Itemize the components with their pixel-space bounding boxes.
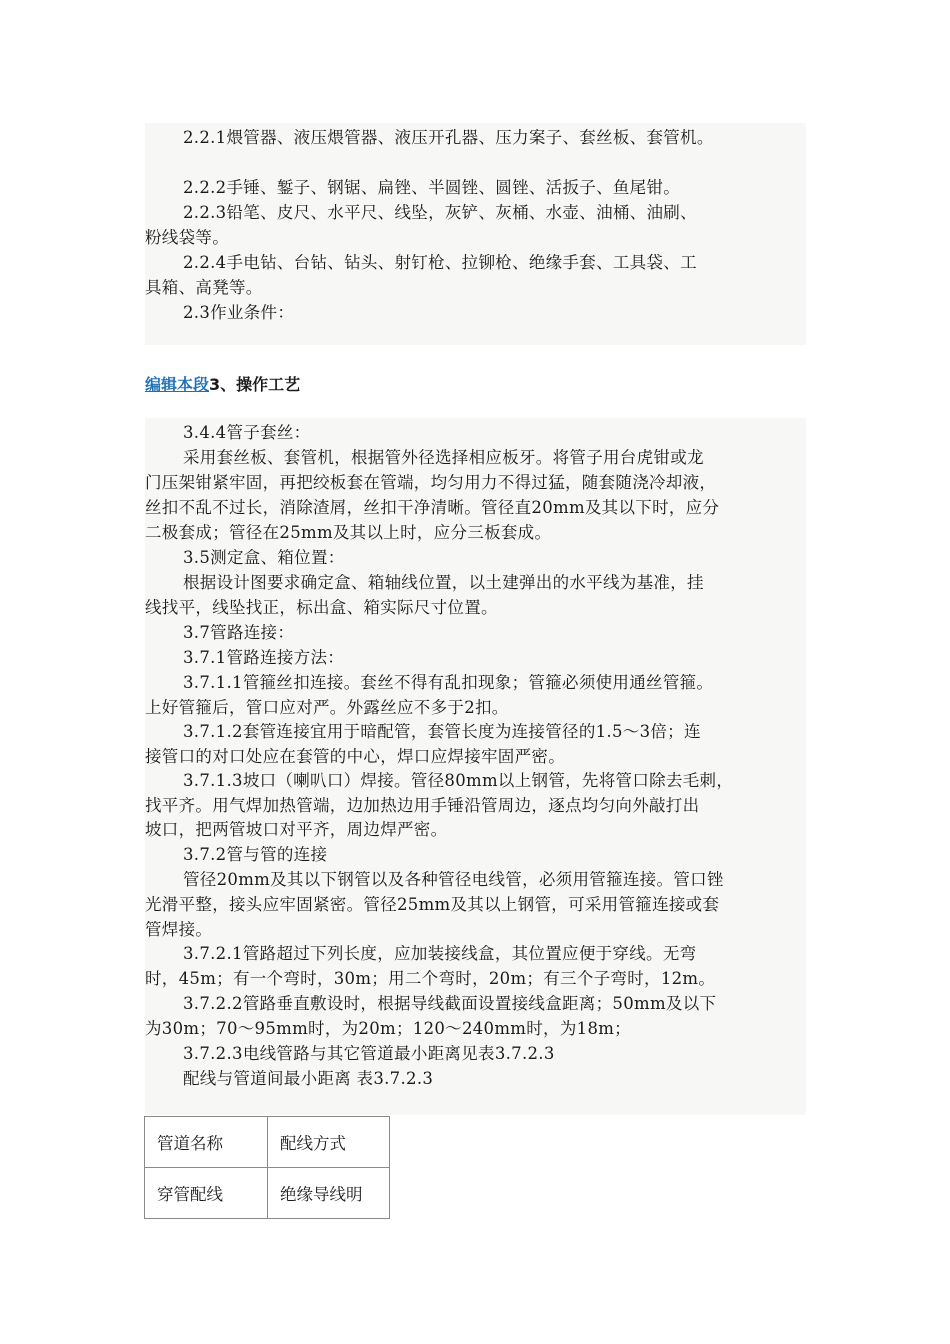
process-text-line: 3.5测定盒、箱位置： bbox=[183, 548, 345, 567]
process-text-line: 3.7.1.2套管连接宜用于暗配管，套管长度为连接管径的1.5～3倍；连 bbox=[183, 722, 701, 741]
process-text-line: 上好管箍后，管口应对严。外露丝应不多于2扣。 bbox=[145, 698, 509, 717]
process-text-line: 3.7管路连接： bbox=[183, 623, 295, 642]
process-text-line: 3.7.1管路连接方法： bbox=[183, 648, 345, 667]
materials-text-line: 2.3作业条件： bbox=[183, 303, 295, 322]
table-row bbox=[145, 1168, 390, 1219]
process-text-line: 采用套丝板、套管机，根据管外径选择相应板牙。将管子用台虎钳或龙 bbox=[183, 448, 704, 467]
materials-text-line: 2.2.4手电钻、台钻、钻头、射钉枪、拉铆枪、绝缘手套、工具袋、工 bbox=[183, 253, 697, 272]
process-text-line: 3.7.2.3电线管路与其它管道最小距离见表3.7.2.3 bbox=[183, 1044, 555, 1063]
section-title: 3、操作工艺 bbox=[209, 375, 301, 394]
table-cell: 绝缘导线明 bbox=[268, 1168, 390, 1219]
process-text-line: 光滑平整，接头应牢固紧密。管径25mm及其以上钢管，可采用管箍连接或套 bbox=[145, 895, 720, 914]
process-text-line: 3.7.2管与管的连接 bbox=[183, 845, 328, 864]
process-text-line: 配线与管道间最小距离 表3.7.2.3 bbox=[183, 1069, 434, 1088]
process-text-line: 时，45m；有一个弯时，30m；用二个弯时，20m；有三个子弯时，12m。 bbox=[145, 969, 716, 988]
section-heading bbox=[145, 375, 300, 395]
materials-text-line: 2.2.2手锤、錾子、钢锯、扁锉、半圆锉、圆锉、活扳子、鱼尾钳。 bbox=[183, 178, 681, 197]
process-text-line: 为30m；70～95mm时，为20m；120～240mm时，为18m； bbox=[145, 1019, 631, 1038]
materials-text-line: 2.2.3铅笔、皮尺、水平尺、线坠，灰铲、灰桶、水壶、油桶、油刷、 bbox=[183, 203, 697, 222]
process-text-line: 二极套成；管径在25mm及其以上时，应分三板套成。 bbox=[145, 523, 552, 542]
table-cell: 管道名称 bbox=[145, 1117, 268, 1168]
process-text-line: 线找平，线坠找正，标出盒、箱实际尺寸位置。 bbox=[145, 598, 498, 617]
table-row bbox=[145, 1117, 390, 1168]
materials-text-line: 2.2.1煨管器、液压煨管器、液压开孔器、压力案子、套丝板、套管机。 bbox=[183, 128, 714, 147]
materials-text-line: 粉线袋等。 bbox=[145, 228, 229, 247]
process-text-line: 门压架钳紧牢固，再把绞板套在管端，均匀用力不得过猛，随套随浇冷却液， bbox=[145, 473, 717, 492]
process-text-line: 管焊接。 bbox=[145, 920, 213, 939]
process-text-line: 坡口，把两管坡口对平齐，周边焊严密。 bbox=[145, 820, 448, 839]
process-text-line: 丝扣不乱不过长，消除渣屑，丝扣干净清晰。管径直20mm及其以下时，应分 bbox=[145, 498, 720, 517]
table-cell: 配线方式 bbox=[268, 1117, 390, 1168]
process-text-line: 管径20mm及其以下钢管以及各种管径电线管，必须用管箍连接。管口锉 bbox=[183, 870, 724, 889]
process-text-line: 3.4.4管子套丝： bbox=[183, 423, 311, 442]
process-text-line: 3.7.1.3坡口（喇叭口）焊接。管径80mm以上钢管，先将管口除去毛刺， bbox=[183, 771, 734, 790]
process-text-line: 找平齐。用气焊加热管端，边加热边用手锤沿管周边，逐点均匀向外敲打出 bbox=[145, 796, 700, 815]
edit-section-link[interactable]: 编辑本段 bbox=[145, 375, 210, 394]
process-text-line: 3.7.2.1管路超过下列长度，应加装接线盒，其位置应便于穿线。无弯 bbox=[183, 944, 697, 963]
materials-text-line: 具箱、高凳等。 bbox=[145, 278, 263, 297]
process-text-line: 3.7.2.2管路垂直敷设时，根据导线截面设置接线盒距离；50mm及以下 bbox=[183, 994, 717, 1013]
process-text-line: 3.7.1.1管箍丝扣连接。套丝不得有乱扣现象；管箍必须使用通丝管箍。 bbox=[183, 673, 714, 692]
distance-table bbox=[144, 1116, 390, 1219]
process-text-line: 接管口的对口处应在套管的中心，焊口应焊接牢固严密。 bbox=[145, 747, 565, 766]
table-cell: 穿管配线 bbox=[145, 1168, 268, 1219]
process-text-line: 根据设计图要求确定盒、箱轴线位置，以土建弹出的水平线为基准，挂 bbox=[183, 573, 704, 592]
